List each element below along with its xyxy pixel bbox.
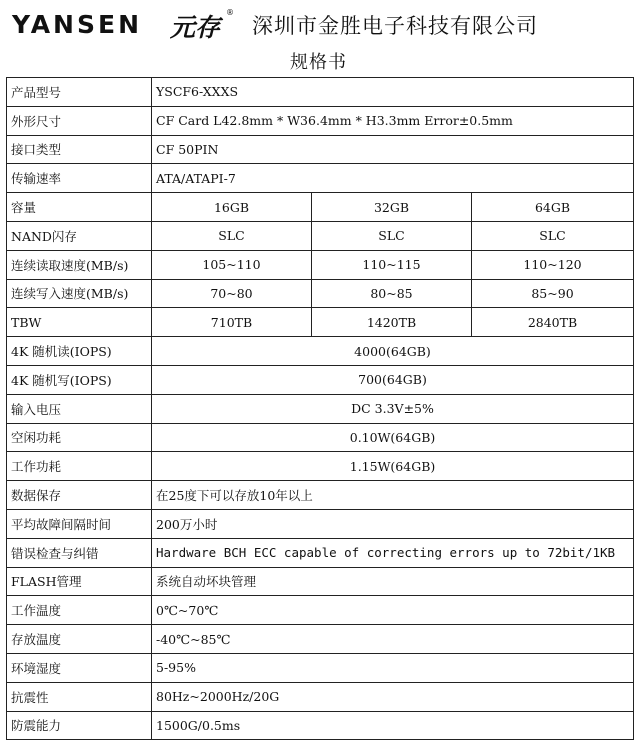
spec-row (7, 596, 634, 625)
spec-value: ATA/ATAPI-7 (152, 164, 634, 193)
spec-row (7, 625, 634, 654)
spec-label: 输入电压 (7, 394, 152, 423)
registered-mark: ® (226, 8, 234, 17)
spec-label: 传输速率 (7, 164, 152, 193)
spec-row (7, 567, 634, 596)
spec-row (7, 164, 634, 193)
spec-value: 80Hz~2000Hz/20G (152, 682, 634, 711)
spec-row (7, 106, 634, 135)
spec-value: 200万小时 (152, 509, 634, 538)
spec-value-16gb: 16GB (152, 193, 312, 222)
spec-label: 4K 随机读(IOPS) (7, 337, 152, 366)
spec-value-32gb: 110~115 (312, 250, 472, 279)
spec-label: 工作温度 (7, 596, 152, 625)
spec-value-32gb: SLC (312, 221, 472, 250)
spec-label: FLASH管理 (7, 567, 152, 596)
spec-value-64gb: SLC (472, 221, 634, 250)
spec-row (7, 279, 634, 308)
spec-value-64gb: 64GB (472, 193, 634, 222)
spec-row-capacity (7, 193, 634, 222)
spec-value-64gb: 2840TB (472, 308, 634, 337)
spec-label: 空闲功耗 (7, 423, 152, 452)
spec-value-16gb: 710TB (152, 308, 312, 337)
spec-value: CF Card L42.8mm * W36.4mm * H3.3mm Error±0.5mm (152, 106, 634, 135)
spec-label: 防震能力 (7, 711, 152, 740)
spec-row (7, 221, 634, 250)
spec-value-16gb: SLC (152, 221, 312, 250)
spec-row (7, 365, 634, 394)
spec-label: NAND闪存 (7, 221, 152, 250)
spec-row (7, 452, 634, 481)
spec-row (7, 653, 634, 682)
company-name: 深圳市金胜电子科技有限公司 (252, 14, 538, 38)
spec-value: 在25度下可以存放10年以上 (152, 481, 634, 510)
brand-logo-chinese: 元存 (170, 13, 221, 42)
spec-label: 4K 随机写(IOPS) (7, 365, 152, 394)
spec-label: 错误检查与纠错 (7, 538, 152, 567)
spec-value: 0.10W(64GB) (152, 423, 634, 452)
document-subtitle: 规格书 (290, 52, 347, 73)
spec-value: 700(64GB) (152, 365, 634, 394)
spec-value-64gb: 85~90 (472, 279, 634, 308)
spec-row (7, 509, 634, 538)
spec-row (7, 394, 634, 423)
spec-row (7, 682, 634, 711)
spec-row (7, 337, 634, 366)
spec-label: 抗震性 (7, 682, 152, 711)
spec-label: 产品型号 (7, 78, 152, 107)
spec-value: Hardware BCH ECC capable of correcting errors up to 72bit/1KB (152, 538, 634, 567)
spec-value: 0℃~70℃ (152, 596, 634, 625)
spec-value: CF 50PIN (152, 135, 634, 164)
spec-value: 5-95% (152, 653, 634, 682)
spec-row (7, 78, 634, 107)
spec-label: TBW (7, 308, 152, 337)
spec-value-16gb: 70~80 (152, 279, 312, 308)
spec-label: 存放温度 (7, 625, 152, 654)
spec-row (7, 711, 634, 740)
spec-label: 接口类型 (7, 135, 152, 164)
spec-value: DC 3.3V±5% (152, 394, 634, 423)
spec-label: 容量 (7, 193, 152, 222)
spec-label: 环境湿度 (7, 653, 152, 682)
spec-table (6, 77, 634, 740)
spec-label: 连续写入速度(MB/s) (7, 279, 152, 308)
spec-row (7, 135, 634, 164)
brand-logo-latin: YANSEN (12, 10, 142, 39)
spec-row (7, 538, 634, 567)
spec-value-64gb: 110~120 (472, 250, 634, 279)
spec-row (7, 308, 634, 337)
document-header (0, 0, 638, 76)
spec-row (7, 423, 634, 452)
spec-value: -40℃~85℃ (152, 625, 634, 654)
spec-value-32gb: 32GB (312, 193, 472, 222)
spec-label: 连续读取速度(MB/s) (7, 250, 152, 279)
spec-label: 工作功耗 (7, 452, 152, 481)
spec-value: YSCF6-XXXS (152, 78, 634, 107)
spec-value-32gb: 80~85 (312, 279, 472, 308)
spec-label: 数据保存 (7, 481, 152, 510)
spec-value: 1.15W(64GB) (152, 452, 634, 481)
spec-value: 1500G/0.5ms (152, 711, 634, 740)
spec-row (7, 250, 634, 279)
spec-label: 平均故障间隔时间 (7, 509, 152, 538)
spec-value: 系统自动坏块管理 (152, 567, 634, 596)
spec-value: 4000(64GB) (152, 337, 634, 366)
spec-row (7, 481, 634, 510)
spec-label: 外形尺寸 (7, 106, 152, 135)
spec-value-32gb: 1420TB (312, 308, 472, 337)
spec-value-16gb: 105~110 (152, 250, 312, 279)
